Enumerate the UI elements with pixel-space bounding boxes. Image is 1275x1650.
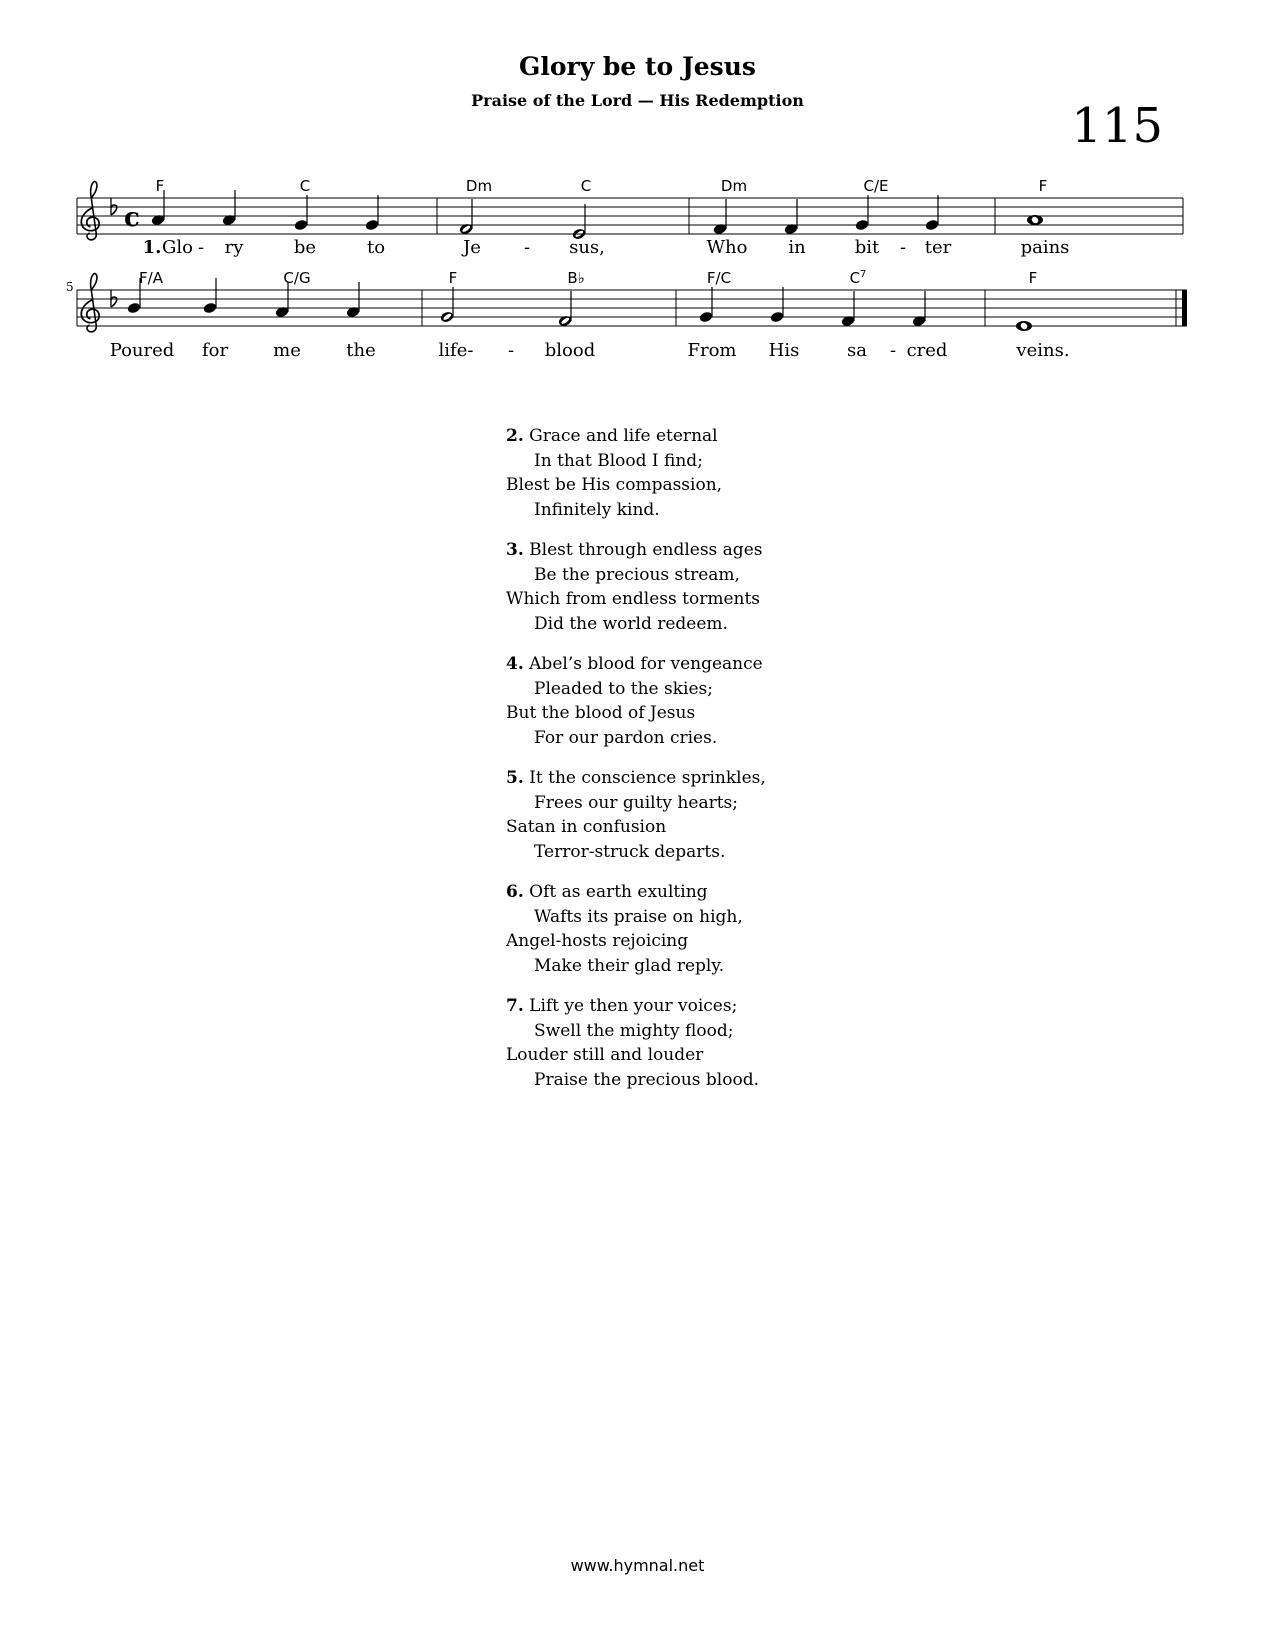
lyric-syllable: Je bbox=[463, 237, 481, 258]
lyric-syllable: the bbox=[346, 340, 376, 361]
lyric-syllable: in bbox=[788, 237, 806, 258]
chord: $C^7$ bbox=[849, 269, 867, 287]
lyric-syllable: for bbox=[201, 340, 229, 361]
chord: F/C bbox=[706, 269, 732, 287]
lyric-syllable: sus, bbox=[569, 237, 605, 258]
measure-number: 5 bbox=[66, 280, 74, 294]
treble-clef-icon bbox=[81, 273, 99, 331]
chord: Dm bbox=[465, 177, 493, 195]
lyric-verse-label: 1. bbox=[142, 237, 162, 258]
chord: C/G bbox=[283, 269, 311, 287]
verse: 5. It the conscience sprinkles, Frees our guilty hearts; Satan in confusion Terror-struck departs. bbox=[506, 768, 766, 862]
lyric-hyphen: - bbox=[507, 340, 515, 361]
verse: 2. Grace and life eternal In that Blood I find; Blest be His compassion, Infinitely kind. bbox=[506, 426, 723, 520]
hymn-number: 115 bbox=[1071, 98, 1163, 154]
lyric-syllable: cred bbox=[906, 340, 948, 361]
chord: C bbox=[580, 177, 592, 195]
lyric-syllable: bit bbox=[854, 237, 880, 258]
lyric-hyphen: - bbox=[889, 340, 897, 361]
lyric-syllable: life- bbox=[438, 340, 474, 361]
verse: 7. Lift ye then your voices; Swell the mighty flood; Louder still and louder Praise the precious blood. bbox=[506, 996, 759, 1090]
chord: F bbox=[1028, 269, 1038, 287]
chord: Dm bbox=[720, 177, 748, 195]
lyric-syllable: ter bbox=[924, 237, 952, 258]
chord: F/A bbox=[139, 269, 163, 287]
lyric-syllable: Poured bbox=[109, 340, 175, 361]
footer-url[interactable]: www.hymnal.net bbox=[570, 1556, 705, 1575]
verse: 6. Oft as earth exulting Wafts its praise on high, Angel-hosts rejoicing Make their glad reply. bbox=[506, 882, 743, 976]
chord: C bbox=[299, 177, 311, 195]
lyric-hyphen: - bbox=[197, 237, 205, 258]
lyric-syllable: Who bbox=[706, 237, 748, 258]
lyric-syllable: me bbox=[273, 340, 301, 361]
chord: F bbox=[1038, 177, 1048, 195]
lyric-syllable: be bbox=[293, 237, 317, 258]
lyric-syllable: sa bbox=[847, 340, 867, 361]
hymn-subtitle: Praise of the Lord — His Redemption bbox=[471, 91, 804, 110]
lyric-syllable: pains bbox=[1020, 237, 1070, 258]
common-time-icon: c bbox=[124, 203, 140, 233]
lyric-syllable: to bbox=[366, 237, 386, 258]
lyric-hyphen: - bbox=[523, 237, 531, 258]
chord: C/E bbox=[863, 177, 889, 195]
notes-system-2 bbox=[127, 278, 1032, 331]
staff-2 bbox=[77, 290, 1187, 326]
chord: F bbox=[448, 269, 458, 287]
staff-1 bbox=[77, 198, 1183, 234]
lyric-syllable: blood bbox=[544, 340, 596, 361]
music-staff bbox=[0, 0, 1275, 400]
hymn-title: Glory be to Jesus bbox=[519, 52, 756, 81]
verses-block bbox=[506, 424, 766, 1108]
lyric-syllable: ry bbox=[224, 237, 244, 258]
lyric-hyphen: - bbox=[899, 237, 907, 258]
chord: F bbox=[155, 177, 165, 195]
final-barline bbox=[1182, 290, 1187, 326]
verse: 4. Abel’s blood for vengeance Pleaded to the skies; But the blood of Jesus For our pardon cries. bbox=[506, 654, 763, 748]
treble-clef-icon bbox=[81, 181, 99, 239]
lyric-syllable: His bbox=[768, 340, 800, 361]
chord: B♭ bbox=[567, 269, 585, 287]
lyric-syllable: Glo bbox=[162, 237, 193, 258]
verse: 3. Blest through endless ages Be the precious stream, Which from endless torments Did the world redeem. bbox=[506, 540, 763, 634]
lyric-syllable: veins. bbox=[1016, 340, 1070, 361]
lyric-syllable: From bbox=[687, 340, 737, 361]
